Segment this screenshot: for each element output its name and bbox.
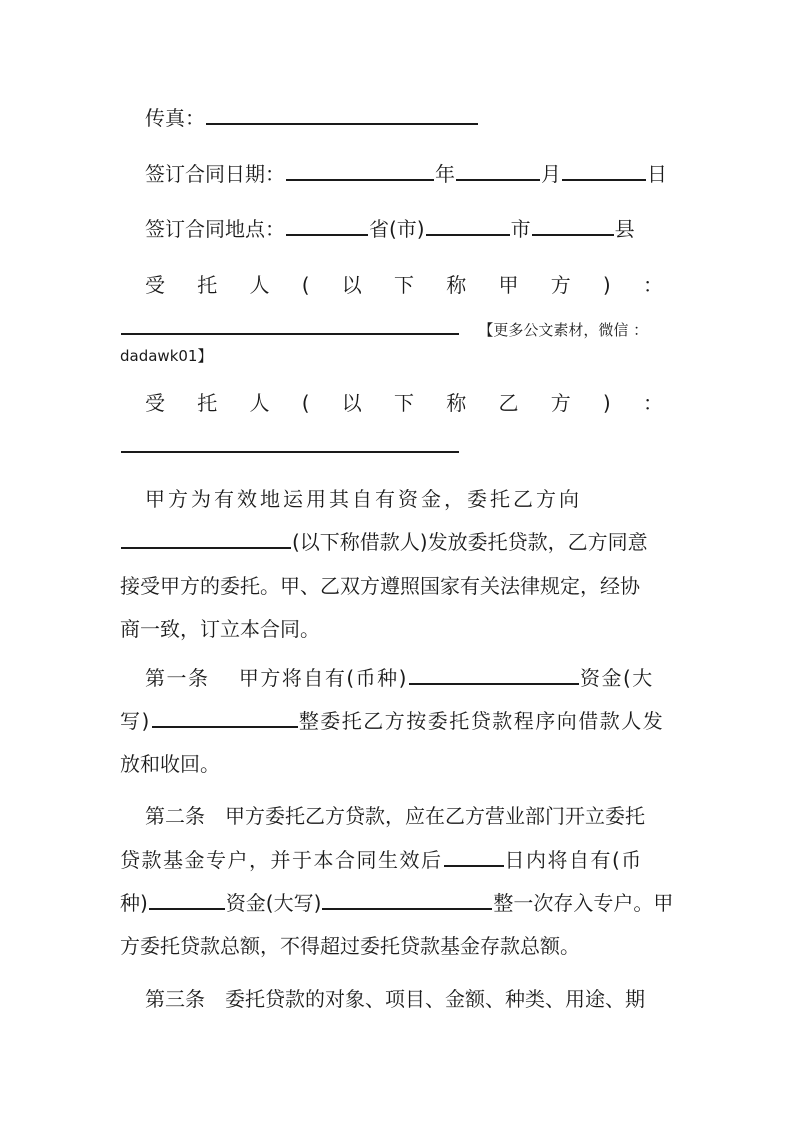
year-blank [286, 161, 434, 181]
party-a-char: 称 [446, 273, 467, 297]
article-2-text-3c: 整一次存入专户。甲 [493, 891, 674, 915]
party-b-char: 称 [446, 391, 467, 415]
intro-line-1 [145, 485, 582, 513]
party-a-char: 甲 [498, 273, 519, 297]
month-text: 月 [541, 162, 561, 186]
party-b-char: 方 [550, 391, 571, 415]
article-1-text-1a: 第一条 甲方将自有(币种) [145, 666, 408, 690]
party-b-label-line [145, 389, 663, 417]
party-b-char: 受 [145, 391, 165, 415]
article-1-text-3: 放和收回。 [120, 752, 220, 776]
party-b-char: ) [602, 391, 611, 415]
borrower-blank [121, 529, 291, 549]
party-a-blank-line [120, 314, 648, 342]
sign-date-label: 签订合同日期： [145, 162, 285, 186]
party-a-char: 受 [145, 273, 165, 297]
party-a-char: 托 [197, 273, 218, 297]
intro-line-4 [120, 615, 320, 643]
party-b-char: ： [642, 391, 663, 415]
article-2-text-3a: 种) [120, 891, 148, 915]
intro-text-2: (以下称借款人)发放委托贷款，乙方同意 [292, 530, 648, 554]
party-a-label-line [145, 271, 663, 299]
promo-line-2 [120, 345, 212, 367]
promo-text-2: dadawk01】 [120, 347, 213, 365]
city-blank [426, 216, 510, 236]
article-1-line-1 [145, 664, 654, 692]
county-blank [532, 216, 614, 236]
party-b-char: 人 [249, 391, 270, 415]
sign-place-line [145, 215, 635, 243]
year-text: 年 [435, 162, 455, 186]
sign-place-label: 签订合同地点： [145, 217, 285, 241]
intro-line-2 [120, 528, 648, 556]
party-b-char: 托 [197, 391, 218, 415]
province-text: 省(市) [369, 217, 425, 241]
article-2-text-1: 第二条 甲方委托乙方贷款，应在乙方营业部门开立委托 [145, 804, 645, 828]
county-text: 县 [614, 217, 635, 241]
fax-blank [206, 105, 478, 125]
fax-line [145, 104, 479, 132]
intro-text-4: 商一致，订立本合同。 [120, 617, 320, 641]
article-1-text-2a: 写) [120, 709, 151, 733]
party-b-blank [121, 433, 459, 453]
party-b-char: ( [301, 391, 310, 415]
article-3-text-1: 第三条 委托贷款的对象、项目、金额、种类、用途、期 [145, 987, 645, 1011]
promo-text: 【更多公文素材，微信 ： [478, 321, 649, 339]
party-a-char: 下 [393, 273, 414, 297]
article-2-line-3 [120, 889, 673, 917]
article-2-text-2b: 日内将自有(币 [504, 848, 643, 872]
fax-label: 传真： [145, 106, 205, 130]
party-a-char: ) [602, 273, 611, 297]
month-blank [456, 161, 540, 181]
article-2-text-4: 方委托贷款总额，不得超过委托贷款基金存款总额。 [120, 934, 580, 958]
party-b-char: 以 [341, 391, 362, 415]
party-a-char: 以 [341, 273, 362, 297]
sign-date-line [145, 160, 667, 188]
day-text: 日 [647, 162, 667, 186]
article-2-text-2a: 贷款基金专户，并于本合同生效后 [120, 848, 443, 872]
article-2-line-2 [120, 846, 643, 874]
party-b-char: 下 [393, 391, 414, 415]
day-blank [562, 161, 646, 181]
currency-blank-2 [149, 890, 225, 910]
intro-line-3 [120, 572, 640, 600]
article-1-line-3 [120, 750, 220, 778]
article-2-line-1 [145, 802, 645, 830]
party-a-char: 人 [249, 273, 270, 297]
days-blank [444, 847, 504, 867]
article-2-line-4 [120, 932, 580, 960]
article-2-text-3b: 资金(大写) [225, 891, 322, 915]
article-3-line-1 [145, 985, 645, 1013]
article-1-text-2b: 整委托乙方按委托贷款程序向借款人发 [298, 709, 665, 733]
amount-blank-2 [322, 890, 492, 910]
party-b-blank-line [120, 432, 460, 460]
intro-text-1: 甲方为有效地运用其自有资金，委托乙方向 [145, 487, 582, 511]
article-1-line-2 [120, 707, 664, 735]
city-text: 市 [510, 217, 531, 241]
party-b-char: 乙 [498, 391, 519, 415]
party-a-char: 方 [550, 273, 571, 297]
article-1-text-1b: 资金(大 [579, 666, 654, 690]
amount-blank-1 [152, 708, 298, 728]
party-a-char: ： [642, 273, 663, 297]
province-blank [286, 216, 368, 236]
party-a-char: ( [301, 273, 310, 297]
intro-text-3: 接受甲方的委托。甲、乙双方遵照国家有关法律规定，经协 [120, 574, 640, 598]
party-a-blank [121, 315, 459, 335]
currency-blank-1 [409, 665, 579, 685]
